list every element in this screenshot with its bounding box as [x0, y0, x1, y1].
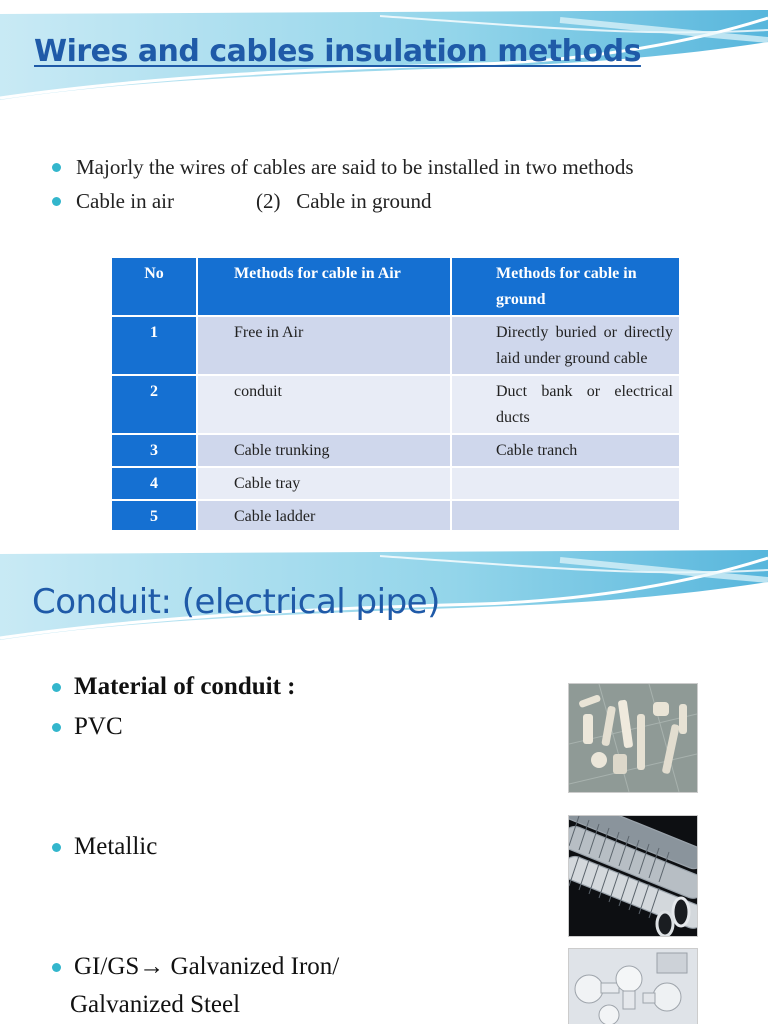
cell-no: 3: [111, 434, 197, 467]
bullet-text: Majorly the wires of cables are said to be installed in two methods: [76, 155, 634, 179]
bullet-dot-icon: [52, 843, 61, 852]
bullet-dot-icon: [52, 683, 61, 692]
cell-ground: Directly buried or directly laid under ground cable: [451, 316, 680, 375]
table-row: [111, 434, 680, 467]
bullet-item: [52, 184, 634, 218]
table-row: [111, 500, 680, 530]
cell-no: 2: [111, 375, 197, 434]
table-row: [111, 375, 680, 434]
cell-ground: Cable tranch: [451, 434, 680, 467]
metallic-conduit-image: [568, 815, 698, 937]
table-row: [111, 467, 680, 500]
header-air: Methods for cable in Air: [197, 257, 451, 316]
bullet-item: [52, 828, 157, 866]
header-ground: Methods for cable in ground: [451, 257, 680, 316]
bullet-item: [52, 948, 339, 986]
bullet-list: [52, 150, 634, 218]
cell-air: Cable tray: [197, 467, 451, 500]
slide-2: [0, 540, 768, 1024]
slide-title: Conduit: (electrical pipe): [32, 582, 440, 622]
pvc-conduit-image: [568, 683, 698, 793]
methods-table: [110, 256, 681, 530]
bullet-item: [52, 668, 295, 706]
bullet-item: [52, 150, 634, 184]
cell-air: Free in Air: [197, 316, 451, 375]
bullet-dot-icon: [52, 963, 61, 972]
table-row: [111, 316, 680, 375]
bullet-dot-icon: [52, 723, 61, 732]
bullet-continuation: [50, 986, 240, 1024]
bullet-text-secondary: (2) Cable in ground: [255, 189, 432, 213]
cell-air: Cable ladder: [197, 500, 451, 530]
bullet-dot-icon: [52, 197, 61, 206]
bullet-text: Material of conduit :: [74, 673, 296, 700]
bullet-text: Metallic: [74, 833, 158, 860]
slide-title: Wires and cables insulation methods: [34, 34, 641, 69]
bullet-text: PVC: [74, 713, 123, 740]
cell-ground: Duct bank or electrical ducts: [451, 375, 680, 434]
cell-ground: [451, 500, 680, 530]
cell-air: conduit: [197, 375, 451, 434]
table-header-row: [111, 257, 680, 316]
cell-air: Cable trunking: [197, 434, 451, 467]
bullet-text: Galvanized Steel: [70, 991, 241, 1018]
bullet-dot-icon: [52, 163, 61, 172]
cell-ground: [451, 467, 680, 500]
bullet-text: GI/GS→ Galvanized Iron/: [74, 953, 340, 980]
gi-conduit-image: [568, 948, 698, 1024]
cell-no: 4: [111, 467, 197, 500]
bullet-item: [52, 708, 123, 746]
header-no: No: [111, 257, 197, 316]
cell-no: 5: [111, 500, 197, 530]
cell-no: 1: [111, 316, 197, 375]
bullet-text: Cable in air: [76, 189, 174, 213]
